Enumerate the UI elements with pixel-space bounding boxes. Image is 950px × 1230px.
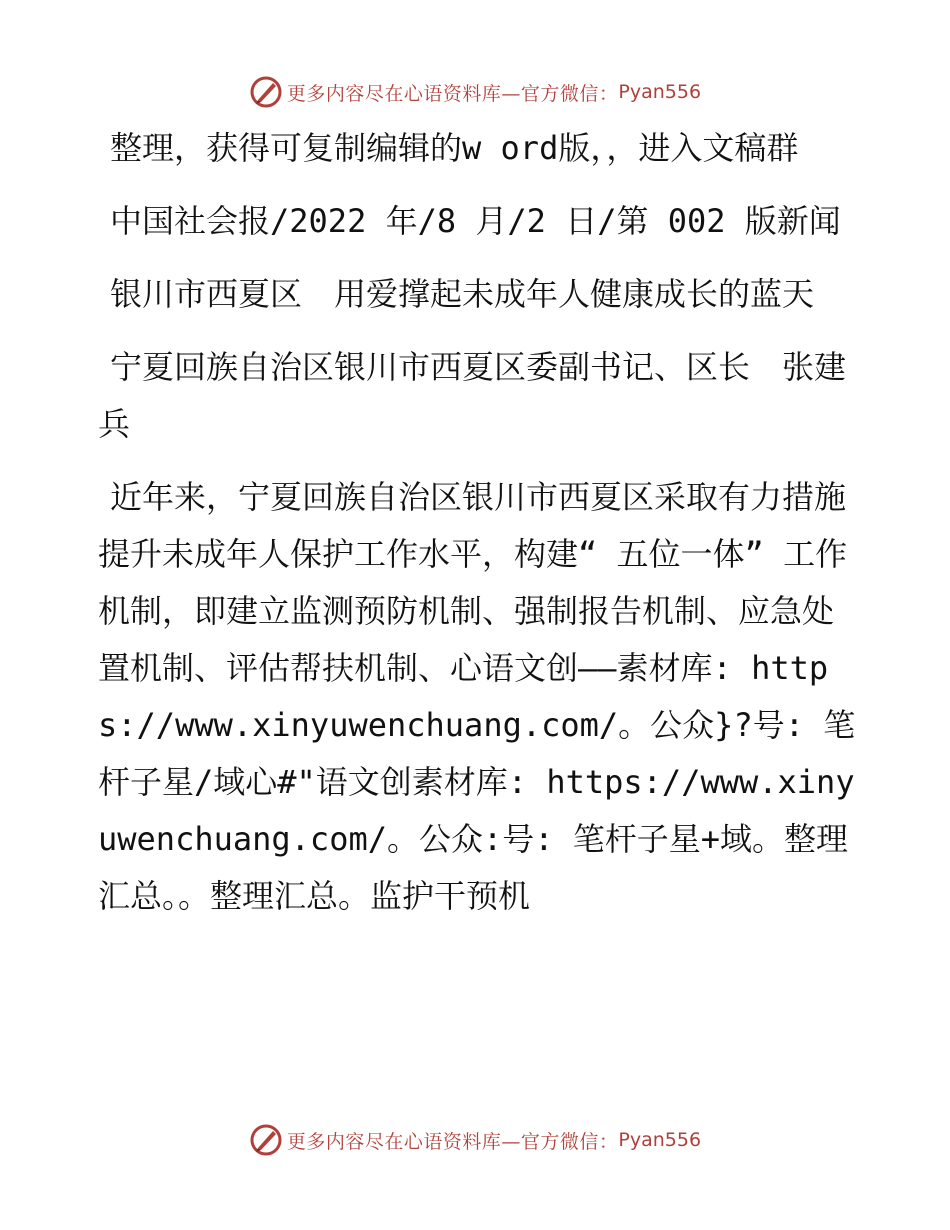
header-banner <box>0 72 950 112</box>
pen-logo-icon <box>249 75 283 109</box>
footer-banner <box>0 1120 950 1160</box>
paragraph-content: 近年来，宁夏回族自治区银川市西夏区采取有力措施提升未成年人保护工作水平，构建“ 五位一体” 工作机制，即建立监测预防机制、强制报告机制、应急处置机制、评估帮扶机制、心语文创——素材库: https://www.xinyuwenchuang.com/。公众}?号: 笔杆子星/域心#"语文创素材库: https://www.xinyuwenchuang.com/。公众:号: 笔杆子星+域。整理汇总。。整理汇总。监护干预机 <box>98 478 856 915</box>
paragraph-title: 银川市西夏区 用爱撑起未成年人健康成长的蓝天 <box>110 275 815 313</box>
article-body <box>98 120 858 941</box>
paragraph-source: 中国社会报/2022 年/8 月/2 日/第 002 版新闻 <box>110 202 841 240</box>
header-banner-text: 更多内容尽在心语资料库—官方微信： <box>286 82 619 105</box>
footer-wechat-account: Pyan556 <box>618 1129 702 1151</box>
pen-logo-icon <box>249 1123 283 1157</box>
footer-banner-text: 更多内容尽在心语资料库—官方微信： <box>286 1130 619 1153</box>
paragraph-notice: 整理，获得可复制编辑的w ord版，，进入文稿群 <box>110 129 799 167</box>
paragraph-author: 宁夏回族自治区银川市西夏区委副书记、区长 张建兵 <box>98 348 847 443</box>
header-wechat-account: Pyan556 <box>618 81 702 103</box>
